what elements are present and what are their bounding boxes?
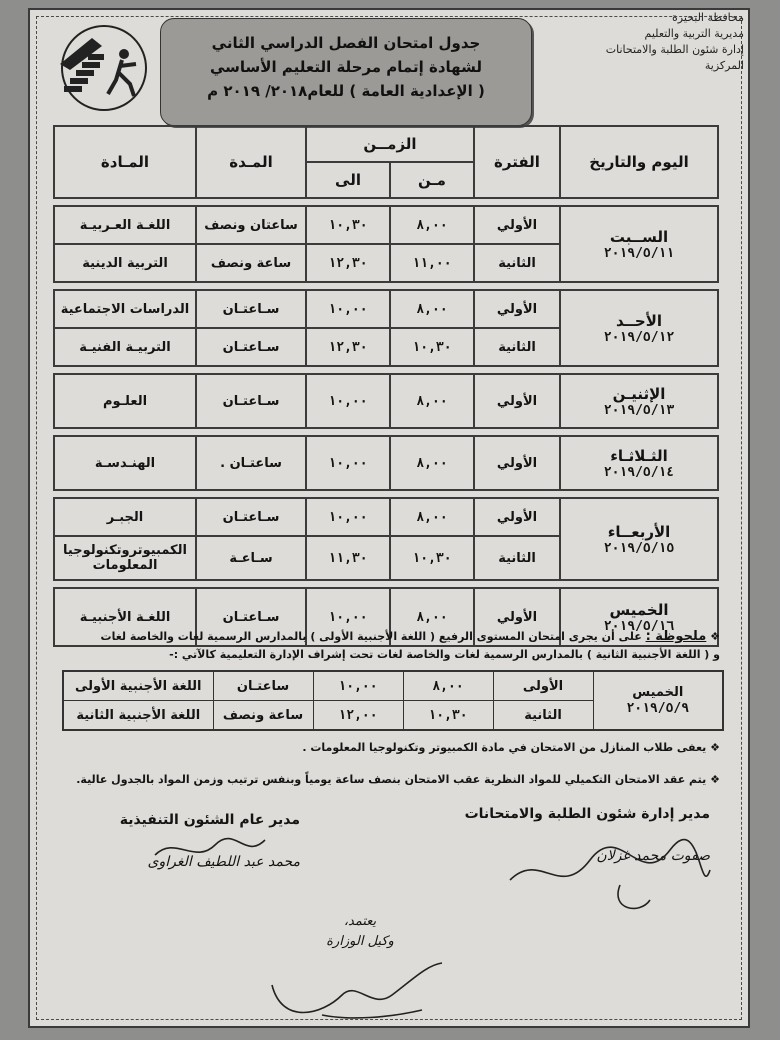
signature-title: مدير إدارة شئون الطلبة والامتحانات	[464, 806, 710, 822]
approval-block	[300, 912, 420, 952]
from-cell: ٨,٠٠	[390, 290, 474, 328]
period-cell: الأولي	[474, 290, 560, 328]
duration-cell: ساعة ونصف	[213, 701, 313, 731]
from-cell: ١٠,٣٠	[390, 536, 474, 580]
header-row	[54, 126, 718, 162]
title-line-1: جدول امتحان الفصل الدراسي الثاني	[211, 34, 481, 52]
from-cell: ٨,٠٠	[390, 498, 474, 536]
day-cell	[560, 206, 718, 282]
day-cell	[560, 374, 718, 428]
subject-cell: اللغة الأجنبية الأولى	[63, 671, 213, 701]
day-date: ٢٠١٩/٥/١٣	[603, 402, 675, 418]
from-cell: ٨,٠٠	[390, 436, 474, 490]
ministry-header	[574, 10, 744, 74]
to-cell: ١٠,٠٠	[313, 671, 403, 701]
duration-cell: ساعتان ونصف	[196, 206, 306, 244]
from-cell: ١١,٠٠	[390, 244, 474, 282]
approve-label: يعتمد،	[343, 914, 377, 929]
approve-title: وكيل الوزارة	[326, 934, 394, 949]
to-cell: ١٠,٠٠	[306, 290, 390, 328]
subject-cell: التربية الدينية	[54, 244, 196, 282]
from-cell: ٨,٠٠	[390, 374, 474, 428]
day-name: الخميس	[632, 684, 684, 700]
signature-scribble-icon	[262, 955, 452, 1025]
central-line: المركزية	[704, 59, 744, 72]
from-cell: ٨,٠٠	[390, 588, 474, 646]
day-cell	[560, 290, 718, 366]
day-name: الأحــد	[615, 311, 663, 330]
table-row	[63, 671, 723, 701]
table-row	[54, 206, 718, 244]
table-row	[54, 436, 718, 490]
duration-cell: سـاعتـان	[196, 588, 306, 646]
bullet-notes	[50, 740, 720, 804]
exam-schedule-table	[53, 125, 719, 647]
period-cell: الأولى	[493, 671, 593, 701]
to-cell: ١٢,٠٠	[313, 701, 403, 731]
table-row	[54, 498, 718, 536]
period-cell: الأولي	[474, 206, 560, 244]
duration-cell: سـاعتـان	[196, 328, 306, 366]
title-line-3: ( الإعدادية العامة ) للعام٢٠١٨/ ٢٠١٩ م	[207, 82, 485, 100]
day-date: ٢٠١٩/٥/١٤	[603, 464, 675, 480]
day-cell	[560, 436, 718, 490]
to-cell: ١٢,٣٠	[306, 244, 390, 282]
to-cell: ١١,٣٠	[306, 536, 390, 580]
subject-cell: الجبـر	[54, 498, 196, 536]
signature-title: مدير عام الشئون التنفيذية	[119, 812, 300, 828]
subject-cell: اللغـة العـربيـة	[54, 206, 196, 244]
col-duration: المـدة	[196, 126, 306, 198]
period-cell: الأولي	[474, 498, 560, 536]
table-row	[54, 374, 718, 428]
note-text-1: على أن يجرى امتحان المستوى الرفيع ( اللغة الأجنبية الأولى ) بالمدارس الرسمية لغات والخاصة لغات	[100, 630, 642, 643]
period-cell: الأولي	[474, 374, 560, 428]
to-cell: ١٢,٣٠	[306, 328, 390, 366]
subject-cell: الدراسات الاجتماعية	[54, 290, 196, 328]
bullet-text: يتم عقد الامتحان التكميلي للمواد النظرية عقب الامتحان بنصف ساعة يومياً وبنفس ترتيب وزمن المواد بالجدول عالية.	[76, 773, 707, 786]
day-date: ٢٠١٩/٥/١٥	[603, 540, 675, 556]
day-name: الخميس	[609, 600, 669, 619]
from-cell: ١٠,٣٠	[403, 701, 493, 731]
from-cell: ٨,٠٠	[390, 206, 474, 244]
duration-cell: ساعتـان .	[196, 436, 306, 490]
to-cell: ١٠,٣٠	[306, 206, 390, 244]
list-item: ❖ يعفى طلاب المنازل من الامتحان في مادة الكمبيوتر وتكنولوجيا المعلومات .	[302, 741, 720, 754]
from-cell: ١٠,٣٠	[390, 328, 474, 366]
table-row	[54, 290, 718, 328]
directorate-line: مديرية التربية والتعليم	[644, 27, 744, 40]
day-name: الإثنيـن	[612, 384, 666, 403]
list-item: ❖ يتم عقد الامتحان التكميلي للمواد النظرية عقب الامتحان بنصف ساعة يومياً وبنفس ترتيب وزمن المواد بالجدول عالية.	[76, 773, 720, 786]
subject-cell: التربيـة الفنيـة	[54, 328, 196, 366]
note-text-2: و ( اللغة الأجنبية الثانية ) بالمدارس الرسمية لغات والخاصة لغات تحت إشراف الإدارة التعليمية كالآتي :-	[169, 648, 720, 661]
signature-scribble-icon	[150, 830, 270, 870]
bullet-text: يعفى طلاب المنازل من الامتحان في مادة الكمبيوتر وتكنولوجيا المعلومات .	[302, 741, 707, 754]
col-to: الى	[306, 162, 390, 198]
duration-cell: سـاعتـان	[196, 498, 306, 536]
subject-cell: اللغة الأجنبية الثانية	[63, 701, 213, 731]
day-cell	[593, 671, 723, 730]
col-subject: المـادة	[54, 126, 196, 198]
title-line-2: لشهادة إتمام مرحلة التعليم الأساسي	[210, 58, 482, 76]
signature-name: صفوت محمد غزلان	[596, 848, 710, 864]
note-block	[70, 628, 720, 664]
col-period: الفترة	[474, 126, 560, 198]
subject-cell: اللغـة الأجنبيـة	[54, 588, 196, 646]
day-name: الســبت	[609, 227, 669, 246]
day-date: ٢٠١٩/٥/٩	[626, 700, 690, 716]
governorate-line: محافظة البحيرة	[672, 11, 744, 24]
period-cell: الأولي	[474, 436, 560, 490]
duration-cell: ساعة ونصف	[196, 244, 306, 282]
day-date: ٢٠١٩/٥/١٦	[603, 618, 675, 634]
from-cell: ٨,٠٠	[403, 671, 493, 701]
to-cell: ١٠,٠٠	[306, 374, 390, 428]
day-cell	[560, 498, 718, 580]
subject-cell: الكمبيوتروتكنولوجيا المعلومات	[54, 536, 196, 580]
subject-cell: الهنـدسـة	[54, 436, 196, 490]
to-cell: ١٠,٠٠	[306, 498, 390, 536]
signature-name: محمد عبد اللطيف الغراوى	[147, 854, 300, 870]
duration-cell: سـاعتـان	[196, 290, 306, 328]
to-cell: ١٠,٠٠	[306, 436, 390, 490]
signature-scribble-icon	[500, 830, 720, 920]
duration-cell: سـاعتـان	[196, 374, 306, 428]
note-line-1: ❖ ملحوظة : على أن يجرى امتحان المستوى الرفيع ( اللغة الأجنبية الأولى ) بالمدارس الرسمية لغات والخاصة لغات	[100, 629, 720, 644]
foreign-language-table	[62, 670, 724, 731]
col-time: الزمــن	[306, 126, 474, 162]
subject-cell: العلـوم	[54, 374, 196, 428]
day-name: الثـلاثـاء	[610, 446, 668, 465]
period-cell: الأولي	[474, 588, 560, 646]
duration-cell: ساعتـان	[213, 671, 313, 701]
period-cell: الثانية	[474, 244, 560, 282]
education-logo-icon	[52, 24, 152, 114]
period-cell: الثانية	[493, 701, 593, 731]
department-line: إدارة شئون الطلبة والامتحانات	[605, 43, 744, 56]
day-date: ٢٠١٩/٥/١١	[603, 245, 675, 261]
note-label: ملحوظة :	[645, 629, 707, 644]
day-name: الأربعــاء	[607, 522, 671, 541]
to-cell: ١٠,٠٠	[306, 588, 390, 646]
title-box	[160, 18, 532, 126]
col-day-date: اليوم والتاريخ	[560, 126, 718, 198]
period-cell: الثانية	[474, 328, 560, 366]
col-from: مـن	[390, 162, 474, 198]
day-date: ٢٠١٩/٥/١٢	[603, 329, 675, 345]
duration-cell: سـاعـة	[196, 536, 306, 580]
period-cell: الثانية	[474, 536, 560, 580]
